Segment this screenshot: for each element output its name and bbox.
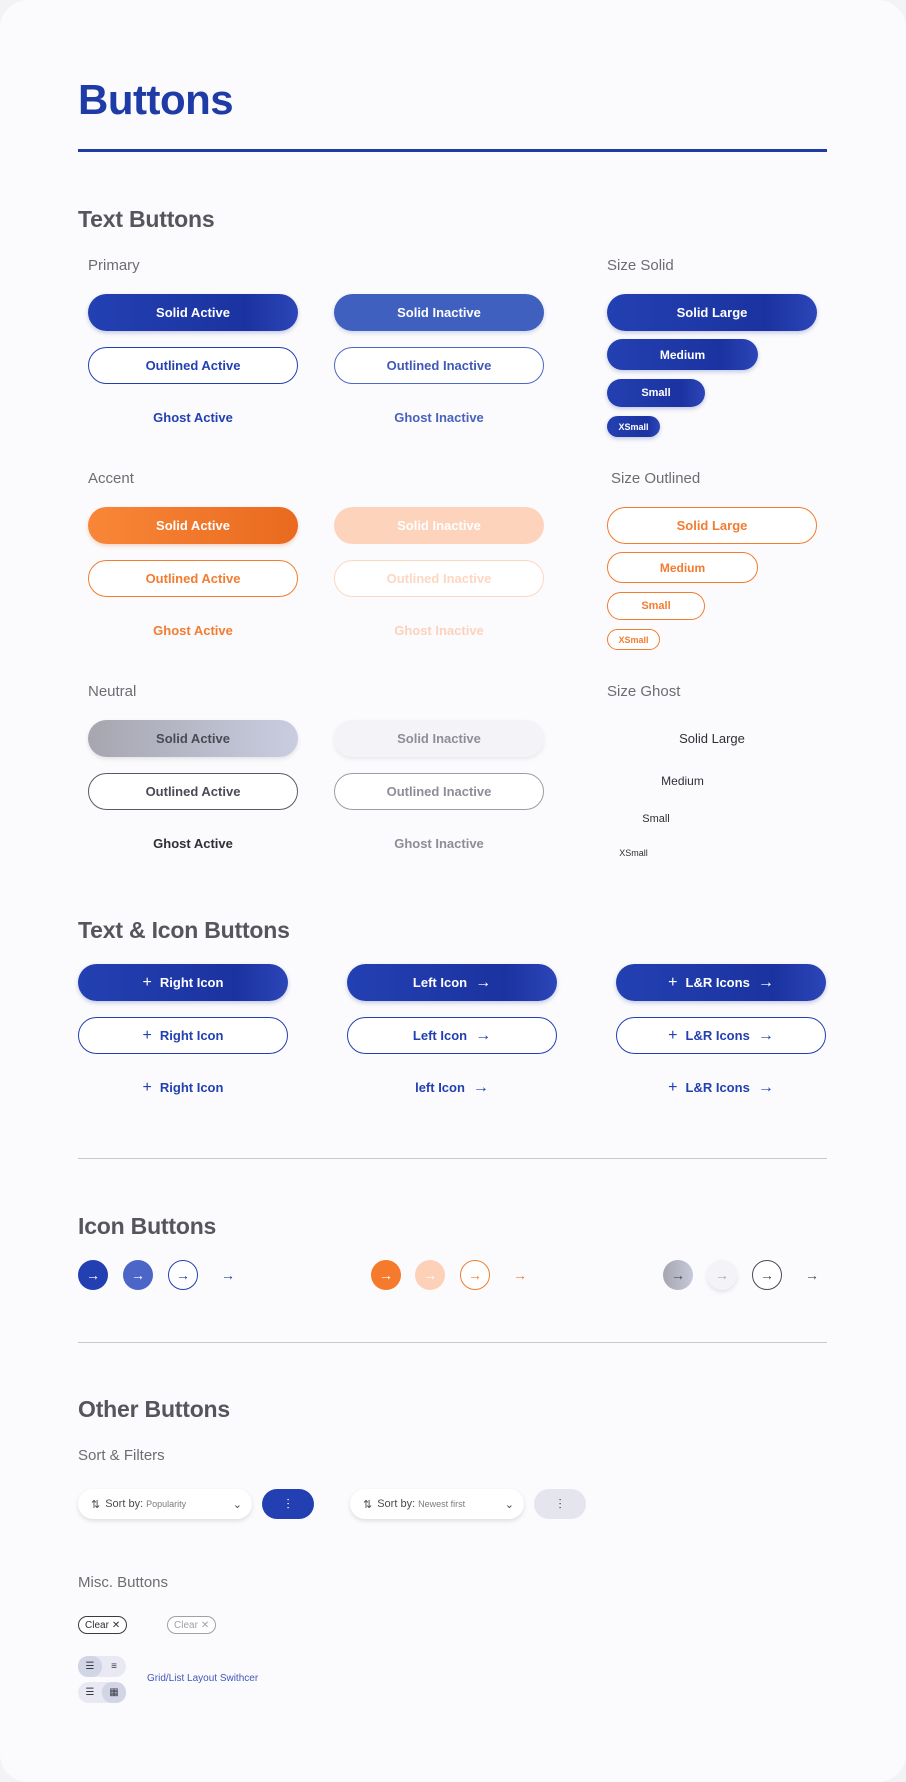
plus-icon: +	[668, 973, 678, 991]
plus-icon: +	[142, 973, 152, 991]
grid-icon[interactable]: ▦	[102, 1682, 126, 1703]
filter-button[interactable]	[262, 1489, 314, 1519]
neutral-ghost-icon-button[interactable]	[797, 1260, 827, 1290]
accent-solid-icon-button[interactable]	[371, 1260, 401, 1290]
chip-label: Clear	[85, 1619, 109, 1631]
outlined-large-button[interactable]: Solid Large	[607, 507, 817, 544]
solid-lr-icons-button[interactable]	[616, 964, 826, 1001]
accent-ghost-active-button[interactable]: Ghost Active	[153, 623, 233, 638]
arrow-right-icon: →	[86, 1267, 100, 1283]
arrow-right-icon: →	[131, 1267, 145, 1283]
arrow-right-icon: →	[715, 1267, 729, 1283]
plus-icon: +	[142, 1078, 152, 1096]
neutral-solid-inactive-button[interactable]: Solid Inactive	[334, 720, 544, 757]
primary-solid-inactive-icon-button[interactable]	[123, 1260, 153, 1290]
accent-solid-inactive-button[interactable]: Solid Inactive	[334, 507, 544, 544]
arrow-right-icon: →	[760, 1267, 774, 1283]
solid-large-button[interactable]: Solid Large	[607, 294, 817, 331]
group-size-ghost: Size Ghost	[607, 683, 681, 700]
outlined-lr-icons-button[interactable]	[616, 1017, 826, 1054]
ghost-right-icon-button[interactable]	[78, 1069, 288, 1106]
arrow-right-icon: →	[176, 1267, 190, 1283]
group-sort-filters: Sort & Filters	[78, 1447, 165, 1464]
clear-chip-inactive[interactable]	[167, 1616, 216, 1634]
sort-label: Sort by:	[377, 1498, 416, 1510]
outlined-medium-button[interactable]: Medium	[607, 552, 758, 583]
accent-ghost-inactive-button[interactable]: Ghost Inactive	[394, 623, 484, 638]
chevron-down-icon: ⌄	[504, 1498, 514, 1511]
button-label: Left Icon	[412, 975, 468, 990]
sort-value: Newest first	[418, 1499, 466, 1509]
arrow-right-icon: →	[757, 1026, 774, 1044]
layout-switcher-list[interactable]	[78, 1656, 126, 1677]
neutral-solid-active-button[interactable]: Solid Active	[88, 720, 298, 757]
plus-icon: +	[668, 1026, 678, 1044]
group-neutral: Neutral	[88, 683, 137, 700]
neutral-solid-icon-button[interactable]	[663, 1260, 693, 1290]
solid-xsmall-button[interactable]: XSmall	[607, 416, 660, 437]
primary-outlined-icon-button[interactable]	[168, 1260, 198, 1290]
chevron-down-icon: ⌄	[232, 1498, 242, 1511]
group-primary: Primary	[88, 257, 140, 274]
close-icon: ✕	[111, 1619, 121, 1631]
chip-label: Clear	[174, 1619, 198, 1631]
outlined-small-button[interactable]: Small	[607, 592, 705, 620]
button-label: L&R Icons	[685, 975, 750, 990]
button-label: left Icon	[415, 1080, 465, 1095]
ghost-xsmall-button[interactable]: XSmall	[619, 847, 648, 858]
solid-small-button[interactable]: Small	[607, 379, 705, 407]
filter-button-inactive[interactable]	[534, 1489, 586, 1519]
switcher-label: Grid/List Layout Swithcer	[147, 1673, 259, 1684]
button-label: Left Icon	[412, 1028, 468, 1043]
primary-ghost-icon-button[interactable]	[213, 1260, 243, 1290]
layout-switcher-grid[interactable]	[78, 1682, 126, 1703]
plus-icon: +	[668, 1078, 678, 1096]
sort-label: Sort by:	[105, 1498, 144, 1510]
clear-chip[interactable]	[78, 1616, 127, 1634]
list-detail-icon[interactable]: ☰	[78, 1656, 102, 1677]
arrow-right-icon: →	[757, 1078, 774, 1096]
accent-outlined-active-button[interactable]: Outlined Active	[88, 560, 298, 597]
page-title: Buttons	[78, 76, 234, 123]
arrow-right-icon: →	[805, 1267, 819, 1283]
sort-icon: ⇅	[363, 1498, 373, 1511]
ghost-large-button[interactable]: Solid Large	[679, 731, 745, 746]
arrow-right-icon: →	[671, 1267, 685, 1283]
accent-ghost-icon-button[interactable]	[505, 1260, 535, 1290]
arrow-right-icon: →	[221, 1267, 235, 1283]
section-other-buttons: Other Buttons	[78, 1396, 230, 1422]
button-label: Right Icon	[159, 1080, 224, 1095]
neutral-ghost-active-button[interactable]: Ghost Active	[153, 836, 233, 851]
arrow-right-icon: →	[472, 1078, 489, 1096]
sort-dropdown[interactable]	[78, 1489, 252, 1519]
neutral-outlined-active-button[interactable]: Outlined Active	[88, 773, 298, 810]
ghost-small-button[interactable]: Small	[642, 813, 670, 825]
section-text-icon-buttons: Text & Icon Buttons	[78, 917, 290, 943]
group-accent: Accent	[88, 470, 134, 487]
sort-icon: ⇅	[91, 1498, 101, 1511]
arrow-right-icon: →	[468, 1267, 482, 1283]
accent-outlined-inactive-button[interactable]: Outlined Inactive	[334, 560, 544, 597]
arrow-right-icon: →	[475, 973, 492, 991]
arrow-right-icon: →	[513, 1267, 527, 1283]
arrow-right-icon: →	[423, 1267, 437, 1283]
neutral-outlined-inactive-button[interactable]: Outlined Inactive	[334, 773, 544, 810]
sort-dropdown[interactable]	[350, 1489, 524, 1519]
outlined-left-icon-button[interactable]	[347, 1017, 557, 1054]
neutral-ghost-inactive-button[interactable]: Ghost Inactive	[394, 836, 484, 851]
accent-outlined-icon-button[interactable]	[460, 1260, 490, 1290]
list-icon[interactable]: ≡	[111, 1661, 117, 1672]
sliders-icon: ⫶	[558, 1495, 562, 1512]
plus-icon: +	[142, 1026, 152, 1044]
primary-solid-icon-button[interactable]	[78, 1260, 108, 1290]
divider	[78, 1342, 827, 1343]
primary-ghost-inactive-button[interactable]: Ghost Inactive	[394, 410, 484, 425]
sort-value: Popularity	[146, 1499, 187, 1509]
accent-solid-inactive-icon-button[interactable]	[415, 1260, 445, 1290]
solid-right-icon-button[interactable]	[78, 964, 288, 1001]
neutral-outlined-icon-button[interactable]	[752, 1260, 782, 1290]
neutral-solid-inactive-icon-button[interactable]	[707, 1260, 737, 1290]
outlined-right-icon-button[interactable]	[78, 1017, 288, 1054]
arrow-right-icon: →	[757, 973, 774, 991]
group-misc: Misc. Buttons	[78, 1574, 169, 1591]
divider	[78, 1158, 827, 1159]
close-icon: ✕	[200, 1619, 210, 1631]
primary-solid-inactive-button[interactable]: Solid Inactive	[334, 294, 544, 331]
ghost-lr-icons-button[interactable]	[616, 1069, 826, 1106]
group-size-outlined: Size Outlined	[611, 470, 701, 487]
title-rule	[78, 149, 827, 152]
accent-solid-active-button[interactable]: Solid Active	[88, 507, 298, 544]
primary-ghost-active-button[interactable]: Ghost Active	[153, 410, 233, 425]
button-label: L&R Icons	[685, 1028, 750, 1043]
ghost-medium-button[interactable]: Medium	[661, 773, 704, 788]
primary-solid-active-button[interactable]: Solid Active	[88, 294, 298, 331]
sliders-icon: ⫶	[286, 1495, 290, 1512]
list-detail-icon[interactable]: ☰	[85, 1687, 95, 1698]
primary-outlined-active-button[interactable]: Outlined Active	[88, 347, 298, 384]
solid-left-icon-button[interactable]	[347, 964, 557, 1001]
arrow-right-icon: →	[475, 1026, 492, 1044]
section-icon-buttons: Icon Buttons	[78, 1213, 217, 1239]
button-label: Right Icon	[159, 975, 224, 990]
primary-outlined-inactive-button[interactable]: Outlined Inactive	[334, 347, 544, 384]
group-size-solid: Size Solid	[607, 257, 674, 274]
button-label: L&R Icons	[685, 1080, 750, 1095]
arrow-right-icon: →	[379, 1267, 393, 1283]
section-text-buttons: Text Buttons	[78, 206, 215, 232]
button-label: Right Icon	[159, 1028, 224, 1043]
solid-medium-button[interactable]: Medium	[607, 339, 758, 370]
ghost-left-icon-button[interactable]	[347, 1069, 557, 1106]
outlined-xsmall-button[interactable]: XSmall	[607, 629, 660, 650]
